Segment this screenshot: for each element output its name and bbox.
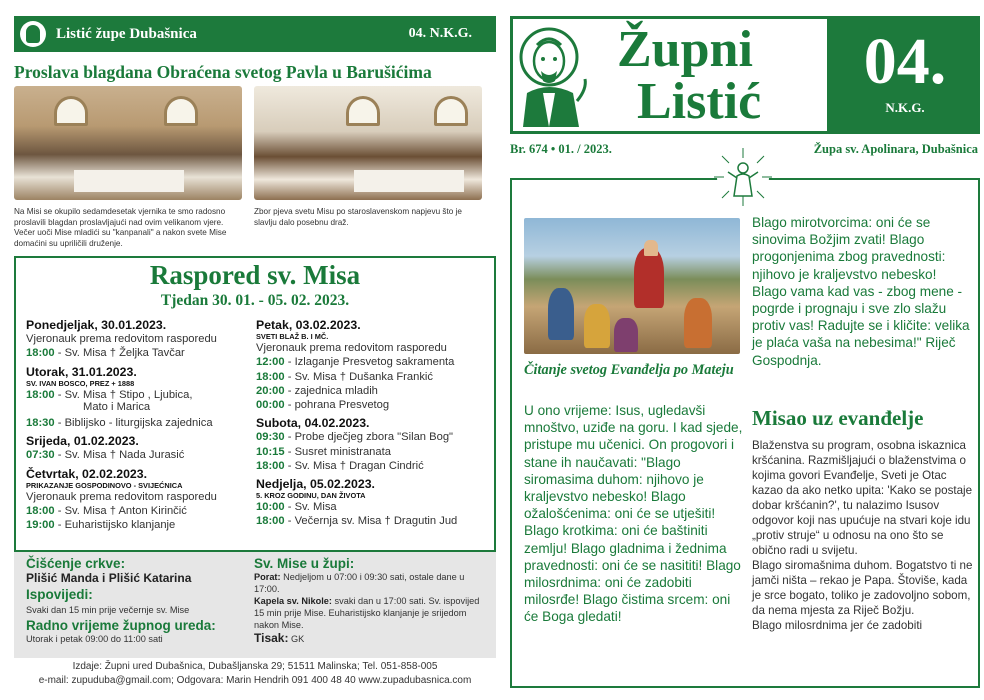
feast-label: 5. KROZ GODINU, DAN ŽIVOTA xyxy=(256,491,366,501)
day-heading: Četvrtak, 02.02.2023. xyxy=(26,466,148,481)
photo-caption-2: Zbor pjeva svetu Misu po staroslavenskom napjevu što je slavlju dalo posebnu draž. xyxy=(254,207,462,227)
schedule-line: 10:15 - Susret ministranata xyxy=(256,445,391,458)
left-header-issue: 04. N.K.G. xyxy=(408,26,472,41)
schedule-line: 18:00 - Večernja sv. Misa † Dragutin Jud xyxy=(256,515,458,528)
masthead-zupni: Župni xyxy=(617,21,753,78)
confession-text: Svaki dan 15 min prije večernje sv. Mise xyxy=(26,605,190,615)
parish-name: Župa sv. Apolinara, Dubašnica xyxy=(813,142,978,156)
issue-subtitle: N.K.G. xyxy=(885,100,925,115)
office-hours-heading: Radno vrijeme župnog ureda: xyxy=(26,618,216,633)
left-header-title: Listić župe Dubašnica xyxy=(56,25,197,42)
mass-photo xyxy=(14,86,242,200)
schedule-line: Mato i Marica xyxy=(83,401,151,414)
figure-head xyxy=(644,240,658,256)
day-heading: Nedjelja, 05.02.2023. xyxy=(256,477,375,492)
issue-number-box xyxy=(830,16,980,134)
masthead-listic: Listić xyxy=(637,73,762,130)
schedule-line: 19:00 - Euharistijsko klanjanje xyxy=(26,519,176,532)
schedule-line: 07:30 - Sv. Misa † Nada Jurasić xyxy=(26,449,185,462)
feast-label: SVETI BLAŽ B. I MČ. xyxy=(256,332,329,342)
article-title: Proslava blagdana Obraćena svetog Pavla u Barušićima xyxy=(14,62,432,82)
christ-emblem-icon xyxy=(706,146,780,208)
print-text: Tisak: GK xyxy=(254,631,305,645)
reflection-text xyxy=(752,438,974,633)
listener-figure xyxy=(614,318,638,352)
right-page xyxy=(502,0,984,700)
photo-caption-1: Na Misi se okupilo sedamdesetak vjernika te smo radosno proslavili blagdan proslavljajući nad ovim velikanom vjere. Večer uoči Mise mladići su "kanpanali" a nakon svete Mise domaćini su upriličili druženje. xyxy=(14,207,227,248)
cleaning-names: Plišić Manda i Plišić Katarina xyxy=(26,571,192,585)
gospel-box xyxy=(510,178,980,688)
choir-photo xyxy=(254,86,482,200)
listener-figure xyxy=(548,288,574,340)
window-shape xyxy=(346,96,380,126)
schedule-line: Vjeronauk prema redovitom rasporedu xyxy=(26,333,217,346)
schedule-title: Raspored sv. Misa xyxy=(149,260,361,290)
altar-shape xyxy=(74,170,184,192)
listener-figure xyxy=(584,304,610,348)
gospel-text-b: Blago mirotvorcima: oni će se sinovima Božjim zvati! Blago progonjenima zbog pravednosti: njihovo je kraljevstvo nebesko! Blago vama kad vas - zbog mene - pogrde i prognaju i sve zlo slažu protiv vas! Radujte se i kličite: velika je plaća vaša na nebesima!" Riječ Gospodnja. xyxy=(752,215,970,368)
contact-line: e-mail: zupuduba@gmail.com; Odgovara: Marin Hendrih 091 400 48 40 www.zupadubasnica.com xyxy=(38,675,472,686)
schedule-line: Vjeronauk prema redovitom rasporedu xyxy=(256,342,447,355)
schedule-line: 18:00 - Sv. Misa † Anton Kirinčić xyxy=(26,505,187,518)
issue-meta: Br. 674 • 01. / 2023. xyxy=(510,142,612,156)
day-heading: Utorak, 31.01.2023. xyxy=(26,364,137,379)
issue-number: 04. xyxy=(863,25,947,98)
schedule-line: 18:00 - Sv. Misa † Željka Tavčar xyxy=(26,347,185,360)
day-heading: Ponedjeljak, 30.01.2023. xyxy=(26,318,167,332)
schedule-line: 10:00 - Sv. Misa xyxy=(256,501,337,514)
chapel-text: Kapela sv. Nikole: svaki dan u 17:00 sati. Sv. ispovijed 15 min prije Mise. Euharistijsko klanjanje je srijedom nakon Mise. xyxy=(254,596,480,630)
masthead-box xyxy=(510,16,830,134)
parish-masses-heading: Sv. Mise u župi: xyxy=(254,556,355,571)
schedule-column-left xyxy=(26,316,251,532)
schedule-line: 12:00 - Izlaganje Presvetog sakramenta xyxy=(256,356,455,369)
schedule-line: 18:00 - Sv. Misa † Stipo , Ljubica, xyxy=(26,388,193,401)
schedule-line: 18:30 - Biblijsko - liturgijska zajednica xyxy=(26,417,213,430)
left-footer xyxy=(14,660,496,688)
gospel-text-a: U ono vrijeme: Isus, ugledavši mnoštvo, uziđe na goru. I kad sjede, pristupe mu učenici. On progovori i stane ih naučavati: "Blago siromasima duhom: njihovo je kraljevstvo nebesko! Blago ožalošćenima: oni će se utješiti! Blago krotkima: oni će baštiniti zemlju! Blago gladnima i žednima pravednosti: oni će se nasititi! Blago milosrdnima: oni će zadobiti milosrđe! Blago čistima srcem: oni će Boga gledati! xyxy=(524,403,743,625)
altar-shape xyxy=(354,170,464,192)
office-hours-text: Utorak i petak 09:00 do 11:00 sati xyxy=(26,634,163,644)
feast-label: SV. IVAN BOSCO, PREZ + 1888 xyxy=(26,378,135,388)
sermon-on-mount-image xyxy=(524,218,740,354)
day-heading: Petak, 03.02.2023. xyxy=(256,318,361,332)
jesus-figure xyxy=(634,248,664,308)
feast-label: PRIKAZANJE GOSPODINOVO - SVIJEĆNICA xyxy=(26,480,183,490)
reflection-paragraph: Blago milosrdnima jer će zadobiti xyxy=(752,619,923,632)
cleaning-heading: Čišćenje crkve: xyxy=(26,556,126,571)
window-shape xyxy=(54,96,88,126)
schedule-column-right xyxy=(256,316,492,529)
left-header-bar xyxy=(14,16,496,52)
porat-text: Porat: Nedjeljom u 07:00 i 09:30 sati, ostale dane u 17:00. xyxy=(254,572,465,594)
info-column-right xyxy=(254,556,490,645)
schedule-line: Vjeronauk prema redovitom rasporedu xyxy=(26,490,217,503)
info-column-left xyxy=(26,556,252,645)
reflection-title: Misao uz evanđelje xyxy=(752,406,924,430)
window-shape xyxy=(434,96,468,126)
saint-apolinar-icon xyxy=(517,23,589,127)
schedule-line: 18:00 - Sv. Misa † Dušanka Frankić xyxy=(256,370,434,383)
reflection-paragraph: Blaženstva su program, osobna iskaznica kršćanina. Razmišljajući o blaženstvima o kojima govori Evanđelje, Sveti je Otac kazao da ako netko upita: 'Kako se postaje dobar kršćanin?', tu nalazimo Isusov odgovor koji nas upućuje na stvari koje idu „protiv struje“ u odnosu na ono što se obično radi u svijetu. xyxy=(752,439,973,557)
parish-info-strip xyxy=(14,552,496,658)
confession-heading: Ispovijedi: xyxy=(26,587,93,602)
reading-title: Čitanje svetog Evanđelja po Mateju xyxy=(524,362,734,378)
schedule-line: 00:00 - pohrana Presvetog xyxy=(256,399,390,412)
day-heading: Srijeda, 01.02.2023. xyxy=(26,434,139,449)
window-shape xyxy=(164,96,198,126)
day-heading: Subota, 04.02.2023. xyxy=(256,416,370,431)
publisher-line: Izdaje: Župni ured Dubašnica, Dubašljanska 29; 51511 Malinska; Tel. 051-858-005 xyxy=(72,661,438,672)
schedule-week: Tjedan 30. 01. - 05. 02. 2023. xyxy=(160,292,350,309)
schedule-line: 20:00 - zajednica mladih xyxy=(256,384,378,397)
schedule-line: 09:30 - Probe dječjeg zbora "Silan Bog" xyxy=(256,431,454,444)
reflection-paragraph: Blago siromašnima duhom. Bogatstvo ti ne jamči ništa – rekao je Papa. Štoviše, kada je srce bogato, toliko je zadovoljno sobom, da nema mjesta za Riječ Božju. xyxy=(752,559,973,617)
listener-figure xyxy=(684,298,712,348)
schedule-line: 18:00 - Sv. Misa † Dragan Cindrić xyxy=(256,459,424,472)
parish-logo-icon xyxy=(20,21,46,47)
mass-schedule-box xyxy=(14,256,496,552)
